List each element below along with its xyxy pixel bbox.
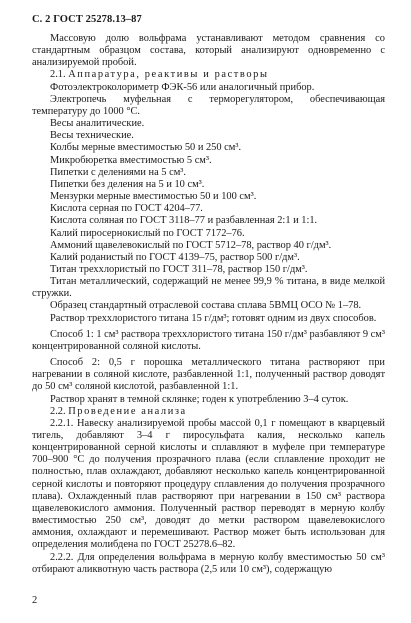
document-body [32, 33, 385, 576]
equipment-item: Весы технические. [50, 130, 134, 142]
reagent-item: Калий роданистый по ГОСТ 4139–75, раствор 500 г/дм³. [50, 251, 300, 263]
section-2-2-title: Проведение анализа [68, 405, 187, 417]
section-2-1-title: Аппаратура, реактивы и растворы [68, 69, 269, 81]
section-2-1-heading [32, 69, 385, 81]
equipment-item: Колбы мерные вместимостью 50 и 250 см³. [50, 142, 242, 154]
paragraph-2-2-1: 2.2.1. Навеску анализируемой пробы массой 0,1 г помещают в кварцевый тигель, добавляют 3–4 г пиросульфата калия, несколько капель концентрированной серной кислоты и сплавляют в муфеле при температуре 700–900 °С до получения прозрачного плава (если сплавление проходит не полностью, плав охлаждают, добавляют несколько капель концентрированной серной кислоты и повторяют процедуру сплавления до получения прозрачного плава). Охлажденный плав растворяют при нагревании в 150 см³ раствора щавелевокислого аммония. Полученный раствор переводят в мерную колбу вместимостью 250 см³, доводят до метки раствором щавелевокислого аммония, охлаждают и перемешивают. Раствор может быть использован для определения молибдена по ГОСТ 25278.6–82. [32, 417, 385, 551]
section-2-1-number: 2.1. [50, 69, 69, 81]
section-2-2-number: 2.2. [50, 405, 69, 417]
storage-note: Раствор хранят в темной склянке; годен к употреблению 3–4 суток. [50, 393, 349, 405]
reagent-item: Титан треххлористый по ГОСТ 311–78, раствор 150 г/дм³. [50, 263, 308, 275]
reagent-item: Аммоний щавелевокислый по ГОСТ 5712–78, раствор 40 г/дм³. [50, 239, 332, 251]
equipment-item: Пипетки без деления на 5 и 10 см³. [50, 178, 205, 190]
reagent-item: Образец стандартный отраслевой состава сплава 5ВМЦ ОСО № 1–78. [50, 300, 362, 312]
equipment-item: Фотоэлектроколориметр ФЭК-56 или аналогичный прибор. [50, 81, 315, 93]
intro-paragraph: Массовую долю вольфрама устанавливают методом сравнения со стандартным образцом состава, который анализируют одновременно с анализируемой пробой. [32, 33, 385, 69]
equipment-item: Весы аналитические. [50, 118, 145, 130]
method-2-paragraph: Способ 2: 0,5 г порошка металлического титана растворяют при нагревании в соляной кислоте, разбавленной 1:1, полученный раствор доводят до 50 см³ соляной кислотой, разбавленной 1:1. [32, 357, 385, 393]
reagent-item: Титан металлический, содержащий не менее 99,9 % титана, в виде мелкой стружки. [32, 276, 385, 300]
method-1-paragraph: Способ 1: 1 см³ раствора треххлористого титана 150 г/дм³ разбавляют 9 см³ концентрированной соляной кислоты. [32, 328, 385, 352]
reagent-item: Кислота серная по ГОСТ 4204–77. [50, 203, 203, 215]
section-2-2-heading [32, 406, 385, 418]
equipment-item: Мензурки мерные вместимостью 50 и 100 см³. [50, 191, 257, 203]
page-header: С. 2 ГОСТ 25278.13–87 [32, 14, 142, 25]
page-number: 2 [32, 595, 38, 606]
reagent-item: Кислота соляная по ГОСТ 3118–77 и разбавленная 2:1 и 1:1. [50, 215, 318, 227]
equipment-item: Микробюретка вместимостью 5 см³. [50, 154, 212, 166]
equipment-item: Пипетки с делениями на 5 см³. [50, 166, 186, 178]
reagent-item: Калий пиросернокислый по ГОСТ 7172–76. [50, 227, 245, 239]
paragraph-2-2-2: 2.2.2. Для определения вольфрама в мерную колбу вместимостью 50 см³ отбирают аликвотную часть раствора (2,5 или 10 см³), содержащую [32, 551, 385, 575]
equipment-item: Электропечь муфельная с терморегулятором, обеспечивающая температуру до 1000 °С. [32, 93, 385, 117]
reagent-item: Раствор треххлористого титана 15 г/дм³; готовят одним из двух способов. [50, 312, 377, 324]
